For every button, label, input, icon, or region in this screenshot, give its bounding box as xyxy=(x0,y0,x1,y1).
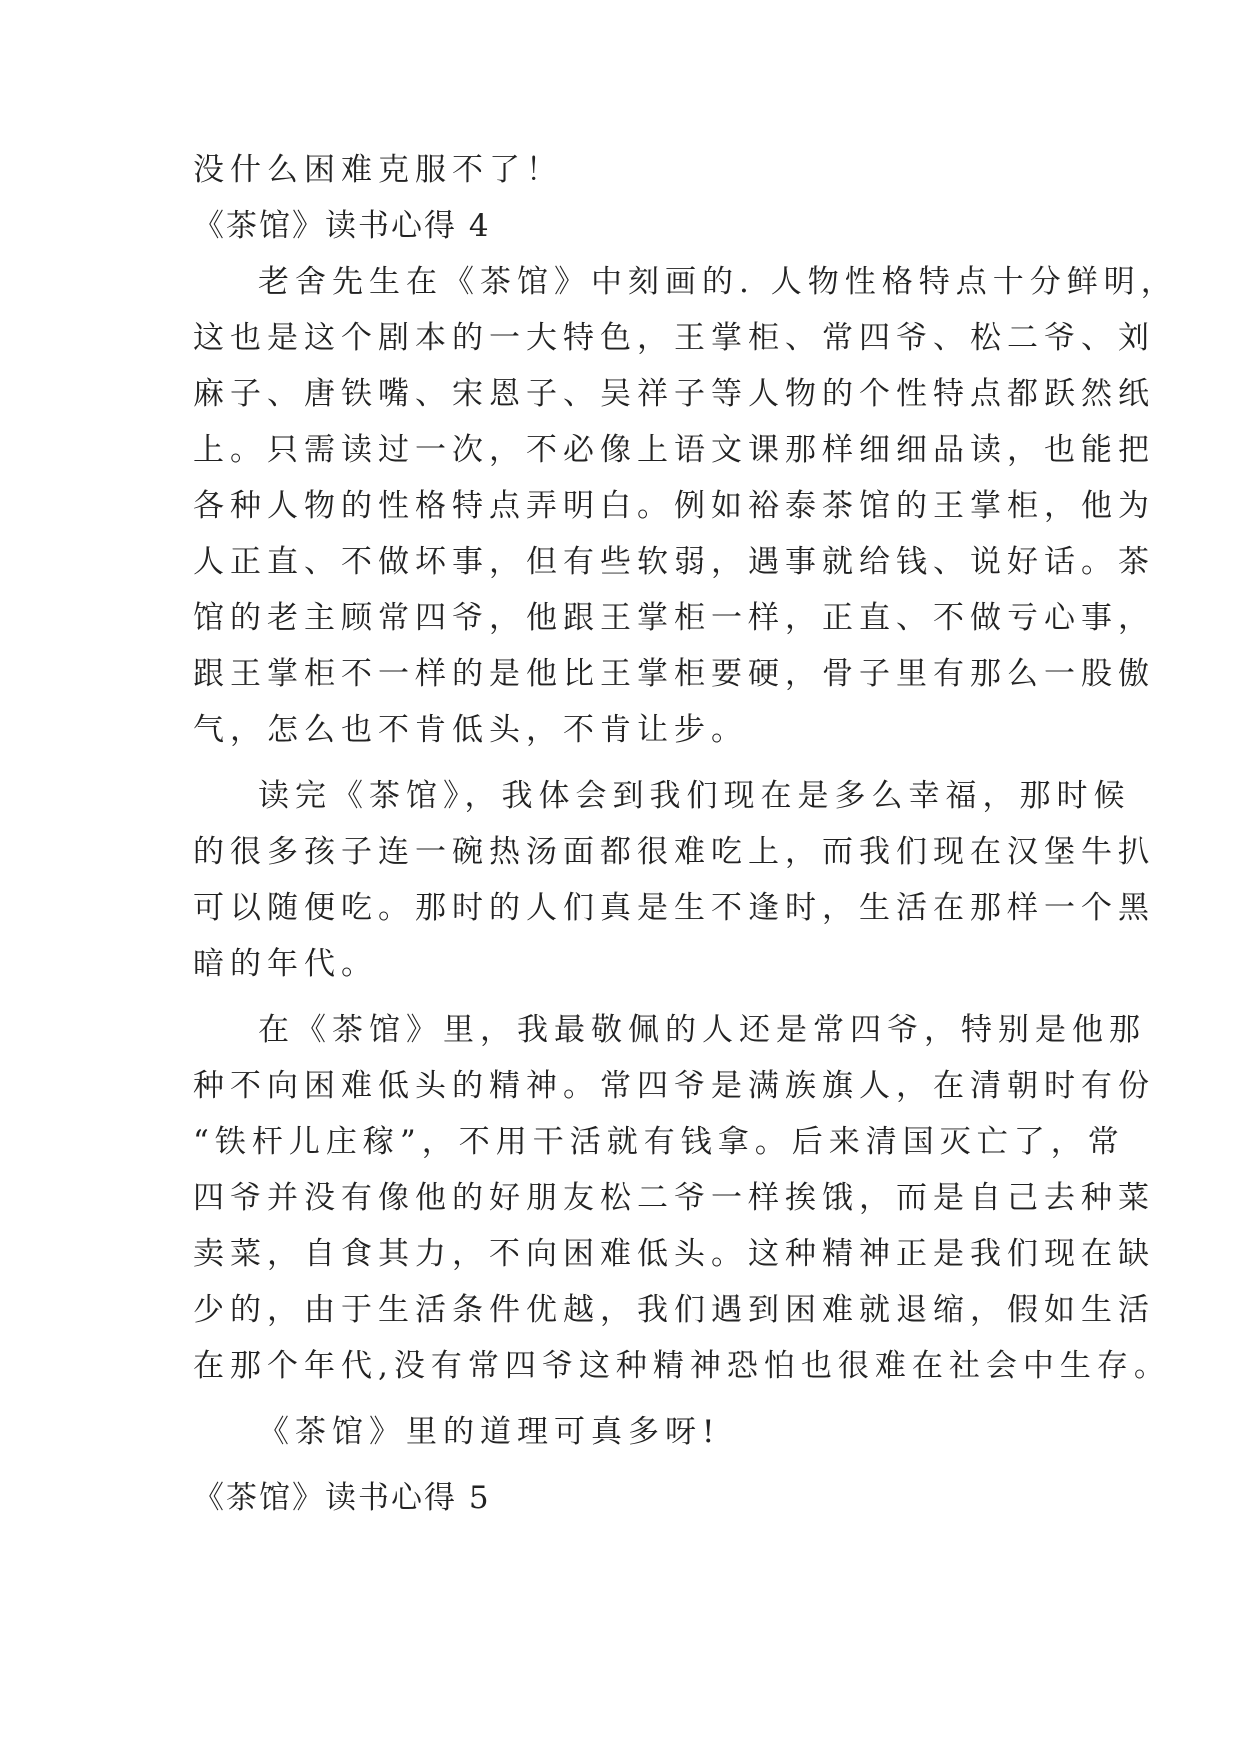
paragraph-line: 少的，由于生活条件优越，我们遇到困难就退缩，假如生活 xyxy=(193,1292,1155,1328)
paragraph-line: 可以随便吃。那时的人们真是生不逢时，生活在那样一个黑 xyxy=(193,890,1155,926)
paragraph-line: 卖菜，自食其力，不向困难低头。这种精神正是我们现在缺 xyxy=(193,1236,1155,1272)
paragraph-line: 《茶馆》里的道理可真多呀! xyxy=(258,1414,721,1450)
section-heading: 《茶馆》读书心得 5 xyxy=(193,1480,491,1516)
paragraph-line: 各种人物的性格特点弄明白。例如裕泰茶馆的王掌柜，他为 xyxy=(193,488,1155,524)
paragraph-line: 四爷并没有像他的好朋友松二爷一样挨饿，而是自己去种菜 xyxy=(193,1180,1155,1216)
paragraph-line: “铁杆儿庄稼”，不用干活就有钱拿。后来清国灭亡了，常 xyxy=(193,1124,1125,1160)
paragraph-line: 在那个年代,没有常四爷这种精神恐怕也很难在社会中生存。 xyxy=(193,1348,1171,1384)
paragraph-line: 上。只需读过一次，不必像上语文课那样细细品读，也能把 xyxy=(193,432,1155,468)
text-line: 没什么困难克服不了！ xyxy=(193,152,563,188)
paragraph-line: 馆的老主顾常四爷，他跟王掌柜一样，正直、不做亏心事， xyxy=(193,600,1155,636)
paragraph-line: 老舍先生在《茶馆》中刻画的. 人物性格特点十分鲜明， xyxy=(258,264,1178,300)
paragraph-line: 这也是这个剧本的一大特色，王掌柜、常四爷、松二爷、刘 xyxy=(193,320,1155,356)
paragraph-line: 暗的年代。 xyxy=(193,946,378,982)
section-heading: 《茶馆》读书心得 4 xyxy=(193,208,491,244)
paragraph-line: 种不向困难低头的精神。常四爷是满族旗人，在清朝时有份 xyxy=(193,1068,1155,1104)
paragraph-line: 人正直、不做坏事，但有些软弱，遇事就给钱、说好话。茶 xyxy=(193,544,1155,580)
paragraph-line: 麻子、唐铁嘴、宋恩子、吴祥子等人物的个性特点都跃然纸 xyxy=(193,376,1155,412)
paragraph-line: 气，怎么也不肯低头，不肯让步。 xyxy=(193,712,748,748)
paragraph-line: 的很多孩子连一碗热汤面都很难吃上，而我们现在汉堡牛扒 xyxy=(193,834,1155,870)
paragraph-line: 跟王掌柜不一样的是他比王掌柜要硬，骨子里有那么一股傲 xyxy=(193,656,1155,692)
paragraph-line: 在《茶馆》里，我最敬佩的人还是常四爷，特别是他那 xyxy=(258,1012,1146,1048)
paragraph-line: 读完《茶馆》，我体会到我们现在是多么幸福，那时候 xyxy=(258,778,1131,814)
